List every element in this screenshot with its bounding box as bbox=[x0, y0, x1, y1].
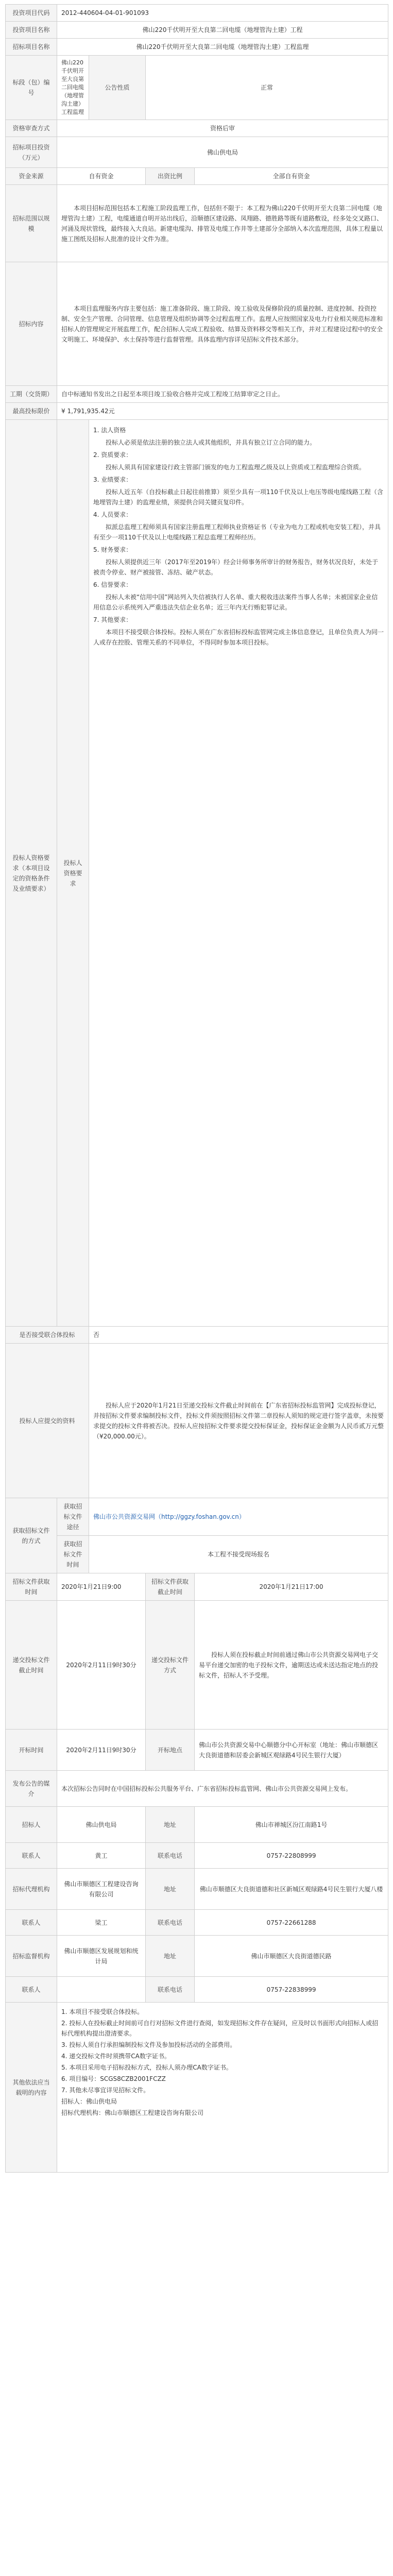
contents-label: 招标内容 bbox=[6, 262, 57, 386]
qualification-label: 资格审查方式 bbox=[6, 120, 57, 137]
contact-tel: 0757-22838999 bbox=[195, 1977, 388, 2003]
submit-method-text: 投标人须在投标截止时间前通过佛山市公共资源交易网电子交易平台递交加密的电子投标文件，逾期送达或未送达指定地点的投标文件，招标人不予受理。 bbox=[199, 1651, 379, 1679]
row-doc-get-window bbox=[6, 1573, 388, 1601]
bid-doc-value: 佛山供电局 bbox=[57, 137, 388, 168]
row-contact-tenderer-person bbox=[6, 1843, 388, 1869]
contact-person bbox=[57, 1977, 146, 2003]
qualification-value: 资格后审 bbox=[57, 120, 388, 137]
qual-req-item: 投标人必须是依法注册的独立法人或其他组织，并具有独立订立合同的能力。 bbox=[106, 439, 316, 446]
opening-place-label: 开标地点 bbox=[146, 1730, 195, 1771]
other-item: 招标人：佛山供电局 bbox=[61, 2098, 117, 2105]
scope-label: 招标范围以规模 bbox=[6, 185, 57, 262]
opening-value: 2020年2月11日9时30分 bbox=[57, 1730, 146, 1771]
row-doc-get-time bbox=[6, 1536, 388, 1573]
tender-name-label: 招标项目名称 bbox=[6, 39, 57, 56]
qual-req-item: 投标人近五年（自投标截止日起往前推算）须至少具有一项110千伏及以上电压等级电缆线路工程（含地埋管沟土建）的监理业绩，须提供合同关键页复印件。 bbox=[93, 488, 383, 506]
contact-addr: 佛山市顺德区大良街道德民路 bbox=[195, 1936, 388, 1977]
period-value: 自中标通知书发出之日起至本项目竣工验收合格并完成工程竣工结算审定之日止。 bbox=[57, 386, 388, 403]
row-period bbox=[6, 386, 388, 403]
row-contact-agency bbox=[6, 1869, 388, 1910]
submit-label: 递交投标文件截止时间 bbox=[6, 1601, 57, 1730]
other-item: 2. 投标人在投标截止时间前可自行对招标文件进行查阅，如发现招标文件存在疑问，应及时以书面形式向招标人或招标代理机构提出澄清要求。 bbox=[61, 2020, 379, 2037]
doc-get-start-value: 2020年1月21日9:00 bbox=[57, 1573, 146, 1601]
row-bid-method bbox=[6, 1344, 388, 1498]
doc-get-method-label: 获取招标文件途径 bbox=[57, 1498, 89, 1536]
qual-req-item: 1. 法人资格 bbox=[93, 427, 126, 434]
opening-place-value: 佛山市公共资源交易中心顺德分中心开标室（地址：佛山市顺德区大良街道德和居委会新城区观绿路4号民生银行大厦） bbox=[195, 1730, 388, 1771]
row-contact-tenderer bbox=[6, 1807, 388, 1843]
row-section bbox=[6, 56, 388, 120]
other-item: 7. 其他未尽事宜详见招标文件。 bbox=[61, 2087, 150, 2094]
funds-amount-label: 出资比例 bbox=[146, 168, 195, 185]
row-publish bbox=[6, 1771, 388, 1807]
row-funds bbox=[6, 168, 388, 185]
consortium-label: 是否接受联合体投标 bbox=[6, 1327, 89, 1344]
row-contact-supervisor-person bbox=[6, 1977, 388, 2003]
section-type-value: 正常 bbox=[146, 56, 388, 120]
contact-tel: 0757-22808999 bbox=[195, 1843, 388, 1869]
row-scope bbox=[6, 185, 388, 262]
row-bid-doc bbox=[6, 137, 388, 168]
other-item: 招标代理机构：佛山市顺德区工程建设咨询有限公司 bbox=[61, 2109, 204, 2116]
other-item: 4. 递交投标文件时须携带CA数字证书。 bbox=[61, 2053, 170, 2060]
contact-role-label: 招标代理机构 bbox=[6, 1869, 57, 1910]
section-type-label: 公告性质 bbox=[89, 56, 146, 120]
contact-person: 黄工 bbox=[57, 1843, 146, 1869]
scope-text: 本项目招标范围包括本工程施工阶段监理工作，包括但不限于：本工程为佛山220千伏明开至大良第二回电缆（地埋管沟土建）工程，电缆通道自明开站出线后，沿顺德区建设路、凤翔路、德胜路等既有道路敷设，经多处交叉路口、河涌及现状管线，最终接入大良站。新建电缆沟、排管及电缆工作井等土建部分全部纳入本次监理范围，具体工程量以施工图纸及招标人批准的设计文件为准。 bbox=[61, 204, 383, 243]
section-code: 佛山220千伏明开至大良第二回电缆（地埋管沟土建）工程监理 bbox=[57, 56, 89, 120]
qual-req-item: 投标人未被“信用中国”网站列入失信被执行人名单、重大税收违法案件当事人名单；未被国家企业信用信息公示系统列入严重违法失信企业名单；近三年内无行贿犯罪记录。 bbox=[93, 594, 378, 611]
qual-req-item: 3. 业绩要求： bbox=[93, 476, 132, 483]
announcement-table bbox=[5, 4, 388, 2173]
contact-tel-label: 联系电话 bbox=[146, 1843, 195, 1869]
qual-req-item: 拟派总监理工程师须具有国家注册监理工程师执业资格证书（专业为电力工程或机电安装工程），并具有至少一项110千伏及以上电缆线路工程总监理工程师经历。 bbox=[93, 523, 381, 541]
bid-method-label: 投标人应提交的资料 bbox=[6, 1344, 89, 1498]
period-label: 工期（交货期） bbox=[6, 386, 57, 403]
consortium-value: 否 bbox=[89, 1327, 388, 1344]
contact-tel-label: 联系电话 bbox=[146, 1910, 195, 1936]
project-name-value: 佛山220千伏明开至大良第二回电缆（地埋管沟土建）工程 bbox=[57, 22, 388, 39]
contact-addr: 佛山市顺德区大良街道德和社区新城区观绿路4号民生银行大厦八楼 bbox=[195, 1869, 388, 1910]
other-item: 5. 本项目采用电子招标投标方式，投标人须办理CA数字证书。 bbox=[61, 2064, 232, 2071]
contact-tel: 0757-22661288 bbox=[195, 1910, 388, 1936]
row-contact-agency-person bbox=[6, 1910, 388, 1936]
row-contact-supervisor bbox=[6, 1936, 388, 1977]
contact-role-label: 招标人 bbox=[6, 1807, 57, 1843]
qual-req-item: 5. 财务要求： bbox=[93, 546, 132, 553]
submit-value: 2020年2月11日9时30分 bbox=[57, 1601, 146, 1730]
row-other bbox=[6, 2003, 388, 2173]
contact-name: 佛山供电局 bbox=[57, 1807, 146, 1843]
qual-req-item: 6. 信誉要求： bbox=[93, 581, 132, 588]
contact-person-label: 联系人 bbox=[6, 1843, 57, 1869]
qual-req-label: 投标人资格要求 bbox=[57, 420, 89, 1327]
contact-addr: 佛山市禅城区汾江南路1号 bbox=[195, 1807, 388, 1843]
contact-name: 佛山市顺德区发展规划和统计局 bbox=[57, 1936, 146, 1977]
publish-value: 本次招标公告同时在中国招标投标公共服务平台、广东省招标投标监管网、佛山市公共资源交易网上发布。 bbox=[57, 1771, 388, 1807]
contact-addr-label: 地址 bbox=[146, 1807, 195, 1843]
project-name-label: 投资项目名称 bbox=[6, 22, 57, 39]
contact-addr-label: 地址 bbox=[146, 1936, 195, 1977]
tender-name-value: 佛山220千伏明开至大良第二回电缆（地埋管沟土建）工程监理 bbox=[57, 39, 388, 56]
qual-req-outer-label: 投标人资格要求（本项目设定的资格条件及业绩要求） bbox=[6, 420, 57, 1327]
doc-get-label: 获取招标文件的方式 bbox=[6, 1498, 57, 1573]
other-item: 3. 投标人须自行承担编制投标文件及参加投标活动的全部费用。 bbox=[61, 2041, 236, 2048]
row-opening bbox=[6, 1730, 388, 1771]
doc-get-end-label: 招标文件获取截止时间 bbox=[146, 1573, 195, 1601]
row-qualification bbox=[6, 120, 388, 137]
qual-req-item: 投标人须提供近三年（2017年至2019年）经会计师事务所审计的财务报告，财务状况良好，未处于被责令停业、财产被接管、冻结、破产状态。 bbox=[93, 558, 379, 576]
project-code-label: 投资项目代码 bbox=[6, 5, 57, 22]
contact-person-label: 联系人 bbox=[6, 1910, 57, 1936]
contact-person: 梁工 bbox=[57, 1910, 146, 1936]
qual-req-item: 4. 人员要求： bbox=[93, 511, 132, 518]
qual-req-item: 7. 其他要求： bbox=[93, 616, 132, 623]
doc-get-start-label: 招标文件获取时间 bbox=[6, 1573, 57, 1601]
funds-amount-value: 全部自有资金 bbox=[195, 168, 388, 185]
row-project-code bbox=[6, 5, 388, 22]
budget-value: ¥ 1,791,935.42元 bbox=[57, 403, 388, 420]
qual-req-item: 投标人须具有国家建设行政主管部门颁发的电力工程监理乙级及以上资质或工程监理综合资质。 bbox=[106, 464, 366, 471]
contact-name: 佛山市顺德区工程建设咨询有限公司 bbox=[57, 1869, 146, 1910]
row-budget bbox=[6, 403, 388, 420]
row-project-name bbox=[6, 22, 388, 39]
row-consortium bbox=[6, 1327, 388, 1344]
other-item: 6. 项目编号：SCGS8CZB2001FCZZ bbox=[61, 2075, 166, 2082]
contents-text: 本项目监理服务内容主要包括：施工准备阶段、施工阶段、竣工验收及保修阶段的质量控制、进度控制、投资控制、安全生产管理、合同管理、信息管理及组织协调等全过程监理工作。监理人应按照国家及电力行业相关规范标准和招标人的管理规定开展监理工作，配合招标人完成工程验收、结算及资料移交等相关工作，并对工程建设过程中的安全文明施工、环境保护、水土保持等进行监督管理。具体监理内容详见招标文件技术部分。 bbox=[61, 304, 383, 343]
budget-label: 最高投标限价 bbox=[6, 403, 57, 420]
other-label: 其他依法应当载明的内容 bbox=[6, 2003, 57, 2173]
contact-role-label: 招标监督机构 bbox=[6, 1936, 57, 1977]
bid-method-text: 投标人应于2020年1月21日至递交投标文件截止时间前在【广东省招标投标监管网】完成投标登记，并按招标文件要求编制投标文件，投标文件须按照招标文件第二章投标人须知的规定进行签字盖章，未按要求提交的投标文件将被否决。投标人应按招标文件要求提交投标保证金，投标保证金金额为人民币贰万元整（¥20,000.00元）。 bbox=[93, 1401, 384, 1440]
doc-get-portal-link[interactable]: 佛山市公共资源交易网（http://ggzy.foshan.gov.cn） bbox=[93, 1513, 245, 1520]
opening-label: 开标时间 bbox=[6, 1730, 57, 1771]
row-contents bbox=[6, 262, 388, 386]
funds-source-value: 自有资金 bbox=[57, 168, 146, 185]
row-tender-name bbox=[6, 39, 388, 56]
submit-method-label: 递交投标文件方式 bbox=[146, 1601, 195, 1730]
qual-req-item: 2. 资质要求： bbox=[93, 451, 132, 459]
doc-get-time-value: 本工程不接受现场报名 bbox=[89, 1536, 388, 1573]
other-item: 1. 本项目不接受联合体投标。 bbox=[61, 2008, 144, 2015]
doc-get-end-value: 2020年1月21日17:00 bbox=[195, 1573, 388, 1601]
project-code-value: 2012-440604-04-01-901093 bbox=[57, 5, 388, 22]
contact-tel-label: 联系电话 bbox=[146, 1977, 195, 2003]
row-doc-get-method bbox=[6, 1498, 388, 1536]
section-label: 标段（包）编号 bbox=[6, 56, 57, 120]
row-qual-req bbox=[6, 420, 388, 1327]
doc-get-time-label: 获取招标文件时间 bbox=[57, 1536, 89, 1573]
row-submit bbox=[6, 1601, 388, 1730]
bid-doc-label: 招标项目投资（万元） bbox=[6, 137, 57, 168]
contact-addr-label: 地址 bbox=[146, 1869, 195, 1910]
contact-person-label: 联系人 bbox=[6, 1977, 57, 2003]
publish-label: 发布公告的媒介 bbox=[6, 1771, 57, 1807]
funds-source-label: 资金来源 bbox=[6, 168, 57, 185]
qual-req-item: 本项目不接受联合体投标。投标人须在广东省招标投标监管网完成主体信息登记，且单位负责人为同一人或存在控股、管理关系的不同单位，不得同时参加本项目投标。 bbox=[93, 629, 384, 646]
